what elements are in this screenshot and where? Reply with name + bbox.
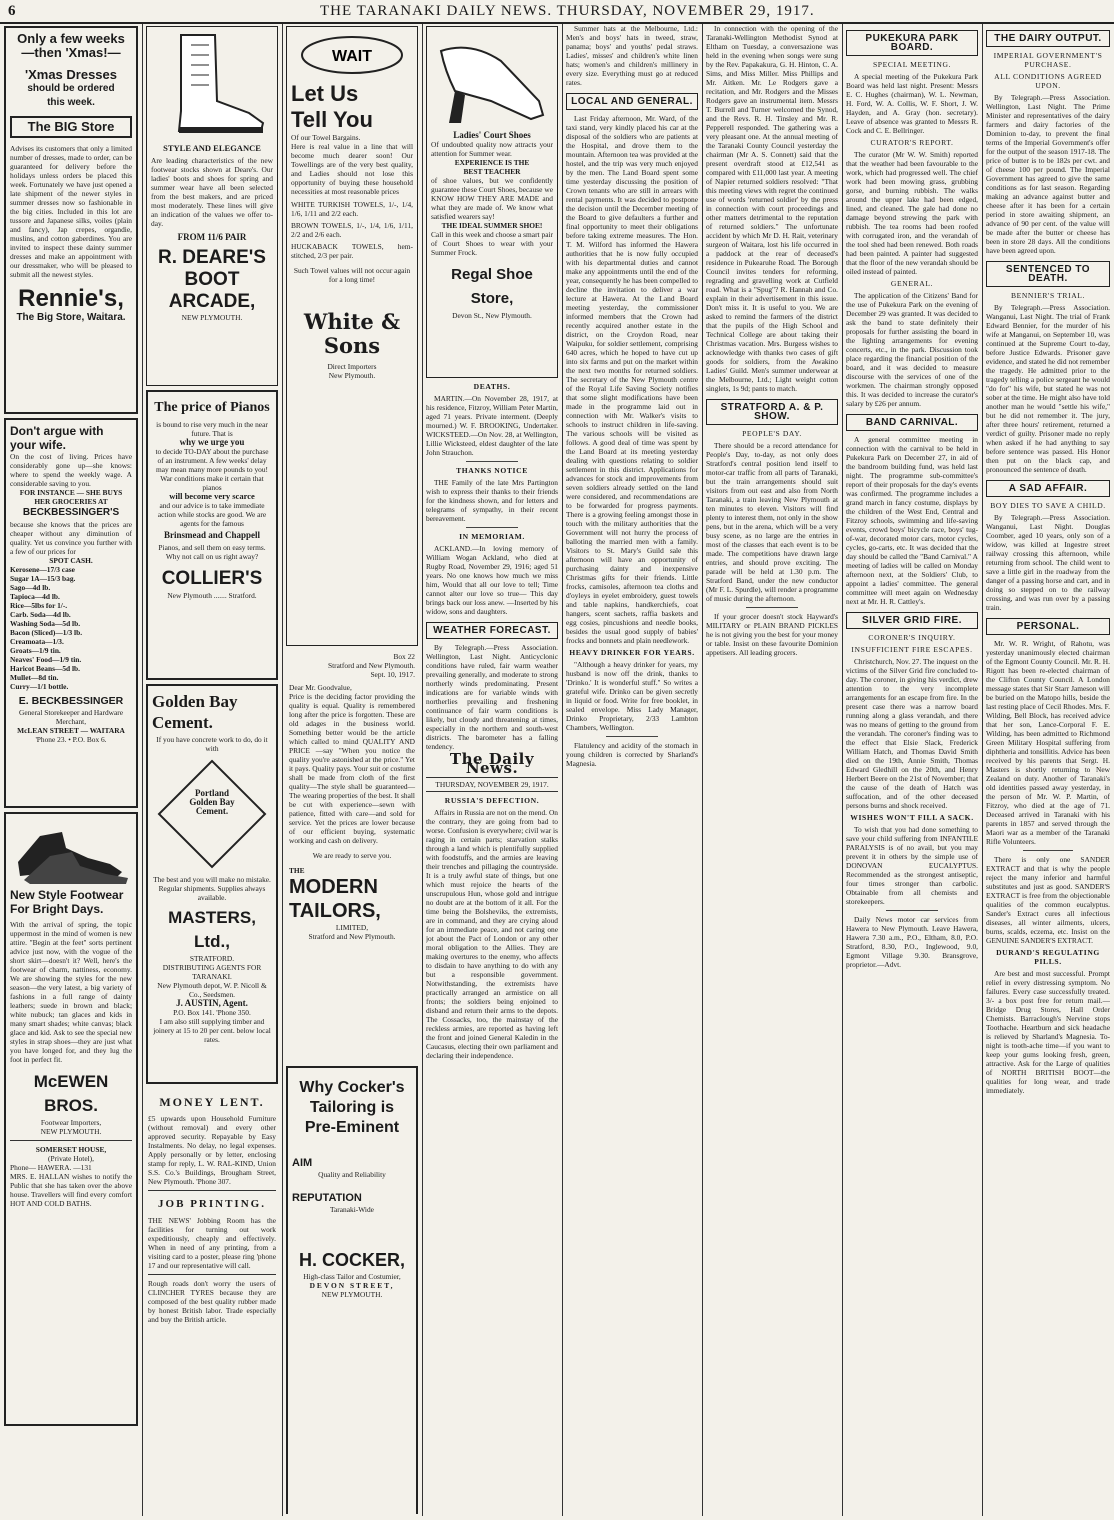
price-list-item: Mullet—8d tin. — [10, 673, 59, 682]
ad-headline: this week. — [47, 97, 95, 108]
sentenced-heading: SENTENCED TO DEATH. — [986, 261, 1110, 287]
section-heading: IN MEMORIAM. — [459, 532, 525, 541]
price-list-item: Curry—1/1 bottle. — [10, 682, 69, 691]
article-body: There is only one SANDER EXTRACT and that is why the people reject the many inferior and harmful substitutes and just as good. SANDER'S EXTRACT is free from the objectionable qualities of the common eucalyptus. Sander's Extract cures all infectious diseases, all winter ailments, ulcers, burns, scalds, eczema, etc. Insist on the GENUINE SANDER'S EXTRACT. — [986, 855, 1110, 945]
ad-desc: LIMITED, — [335, 923, 369, 932]
article-body: To wish that you had done something to save your child suffering from INFANTILE PARALYSIS is of no avail, but you may prevent it in others by the simple use of DONOVAN EUCALYPTUS. Recommended as the strongest antiseptic, four times stronger than carbolic. Obtainable from all chemists and storekeepers. — [846, 825, 978, 906]
park-board-heading: PUKEKURA PARK BOARD. — [846, 30, 978, 56]
mcewen-advert — [4, 812, 138, 1426]
article-body: Daily News motor car services from Hawera to New Plymouth. Leave Hawera, Hawera 7.30 a.m., P.O., Eltham, 8.0, P.O. Stratford, 8.30, P.O., Inglewood, 9.0, Egmont Village 9.30. Bransgrove, proprietor.—Advt. — [846, 915, 978, 969]
article-body: THE Family of the late Mrs Partington wish to express their thanks to their friends for the kindness shown, and for letters and telegrams of sympathy, in their recent bereavement. — [426, 478, 558, 523]
ad-item: HUCKABACK TOWELS, hem-stitched, 2/3 per pair. — [291, 242, 413, 260]
section-subheading: CORONER'S INQUIRY. — [868, 633, 956, 642]
column-6 — [706, 24, 838, 1514]
ad-phone: Phone— HAWERA. —131 — [10, 1163, 92, 1172]
article-body: MARTIN.—On November 28, 1917, at his residence, Fitzroy, William Peter Martin, aged 71 years. Private interment. (Deeply mourned.) W. F. BROOKING, Undertaker. WICKSTEED.—On Nov. 28, at Wellington, Lillie Wicksteed, eldest daughter of the late John Strauchon. — [426, 394, 558, 457]
ad-brand: Regal Shoe Store, — [451, 266, 533, 307]
ad-desc: Direct Importers — [327, 362, 377, 371]
ad-phone: P.O. Box 141. 'Phone 350. — [173, 1008, 251, 1017]
ad-price: FROM 11/6 PAIR — [177, 232, 247, 242]
ad-subhead: FOR INSTANCE — SHE BUYS — [19, 488, 123, 497]
ad-brand: MASTERS, Ltd., — [168, 908, 256, 951]
ad-body: is bound to rise very much in the near future. That is — [156, 420, 268, 438]
price-list-item: Haricot Beans—5d lb. — [10, 664, 81, 673]
article-body: The curator (Mr W. W. Smith) reported that the weather had been favourable to the work, which had progressed well. The chief work had been mowing grass, grubbing gorse, and burning rubbish. The walks around the upper lake had been edged, lined, and cleaned. The gale had done no damage beyond strewing the park with rubbish. The tea rooms had been roofed with corrugated iron, and the verandah of the tool shed had been renewed. Both roads had been painted. A painter had suggested that the floor of the new verandah should be oiled instead of painted. — [846, 150, 978, 276]
price-list — [10, 565, 132, 691]
shoes-illustration-icon — [10, 818, 134, 888]
column-4 — [426, 24, 558, 1514]
ad-brand-sub: The Big Store, Waitara. — [16, 312, 126, 323]
ad-city: New Plymouth. — [328, 371, 376, 380]
ad-brand: TAILORS, — [289, 900, 381, 922]
ad-desc: Footwear Importers, — [40, 1118, 102, 1127]
dairy-heading: THE DAIRY OUTPUT. — [986, 30, 1110, 47]
section-heading: DEATHS. — [473, 382, 511, 391]
ad-subhead: REPUTATION — [292, 1192, 362, 1204]
section-subheading: SPECIAL MEETING. — [872, 60, 952, 69]
masters-advert — [146, 684, 278, 1084]
article-body: By Telegraph.—Press Association. Wellington, Last Night. Anticyclonic conditions have ruled, fair warm weather prevailing generally, and moderate to strong northerly winds predominating. Present indications are for variable winds with northerlies prevailing and freshening continuance of fair warm conditions is likely, but cloudy and threatening at times, especially in the northern and south-west districts. The barometer has a falling tendency. — [426, 643, 558, 751]
wait-sign-illustration-icon — [291, 31, 413, 81]
page-number: 6 — [8, 2, 17, 19]
weather-heading: WEATHER FORECAST. — [426, 622, 558, 639]
page-masthead — [0, 0, 1114, 24]
ad-desc: New Plymouth depot, W. P. Nicoll & Co., Seedsmen. — [157, 981, 267, 999]
ad-headline: should be ordered — [27, 83, 115, 94]
ad-brand: Rennie's, — [18, 285, 124, 312]
price-list-item: Neaves' Food—1/9 tin. — [10, 655, 82, 664]
ad-city: New Plymouth ....... Stratford. — [167, 591, 257, 600]
ad-city: NEW PLYMOUTH. — [181, 313, 243, 322]
ad-body: Price is the deciding factor providing the quality is equal. Quality is remembered long after the price is forgotten. These are old adages in the business world. Something better would be the article which called to mind QUALITY AND PRICE —say "When you notice the quality you're astonished at the price." Yet it pays. Quality pays. Your suit or costume shall be made from cloth of the first quality—The style shall be guaranteed—The wearing properties of the best. It shall be cut with experience—sewn with patience, fitted with care—and sold for service. Yet the prices are lower because of our efficient buying, systematic working and cash on delivery. — [289, 692, 415, 845]
ad-body: to decide TO-DAY about the purchase of an instrument. A few weeks' delay may mean many more pounds to you! War conditions make it certain that pianos — [155, 447, 269, 492]
ad-brand: COLLIER'S — [161, 568, 263, 589]
silver-grid-heading: SILVER GRID FIRE. — [846, 612, 978, 629]
ad-headline: Don't argue with — [10, 424, 104, 438]
ad-subhead: why we urge you — [179, 437, 245, 447]
ad-body: On the cost of living. Prices have considerably gone up—she knows: where to spend the weekly wage. A considerable saving to you. — [10, 452, 132, 488]
ad-brand: R. DEARE'S — [158, 247, 266, 268]
ad-address: DEVON STREET, — [309, 1281, 395, 1290]
ad-brand: H. COCKER, — [298, 1250, 405, 1270]
ad-subhead: HER GROCERIES AT — [34, 497, 108, 506]
ad-subhead: AIM — [292, 1157, 313, 1169]
ad-headline: MONEY LENT. — [159, 1095, 265, 1109]
article-body: A general committee meeting in connection with the carnival to be held in Pukekura Park on December 27, in aid of the bandroom building fund, was held last night. The programme sub-committee's report of their proposals for the day's events was confirmed. The programme includes a grand march in fancy costume, displays by the children of the West End, Central and Fitzroy schools, swimming and life-saving events, crowd boys' bicycle race, boys' tug-of-war, decorated motor cars, motor cycles, cycles, go-carts, etc. It was decided that the day should be called the "Band Carnival." A meeting of ladies will be called on Monday afternoon next, at the Soldiers' Club, to appoint a ladies' committee. The general committee will meet again on Wednesday next at Mr. H. R. Cattley's. — [846, 435, 978, 606]
section-heading: WISHES WON'T FILL A SACK. — [850, 813, 974, 822]
price-list-item: Rice—5lbs for 1/-. — [10, 601, 68, 610]
section-subheading: ALL CONDITIONS AGREED UPON. — [994, 72, 1102, 90]
letter-date: Sept. 10, 1917. — [370, 670, 415, 679]
section-subheading: BENNIER'S TRIAL. — [1010, 291, 1086, 300]
masthead-title: THE TARANAKI DAILY NEWS. THURSDAY, NOVEMBER 29, 1917. — [320, 2, 815, 19]
ad-subhead: BEST TEACHER — [463, 167, 521, 176]
ad-subhead: (Private Hotel), — [48, 1154, 94, 1163]
column-7 — [846, 24, 978, 1514]
price-list-item: Bacon (Sliced)—1/3 lb. — [10, 628, 83, 637]
ad-brand: MODERN — [289, 876, 378, 898]
ad-desc: DISTRIBUTING AGENTS FOR TARANAKI. — [162, 963, 262, 981]
section-heading: DURAND'S REGULATING PILLS. — [996, 948, 1100, 966]
ad-phone: 'Phone 23. • P.O. Box 6. — [35, 735, 107, 744]
article-body: Last Friday afternoon, Mr. Ward, of the taxi stand, very kindly placed his car at the disposal of the soldiers who are patients at the Hospital, and drove them to the mountain. Afternoon tea was provided at the hostel, and the trip was very much enjoyed by the men. The Land Board spent some time yesterday discussing the position of Crown tenants who are still in arrears with rental payments. It was decided to postpone the decision until the December meeting of the Board to give defaulters a further and final opportunity to meet their obligations before taking extreme measures. The Hon. T. M. Wilford has informed the Hawera authorities that he is now fully occupied with his departmental duties and cannot make any appointments until the end of the year, consequently he has been compelled to decline the invitation to deliver a war lecture at Hawera. At the Land Board meeting yesterday, the commissioner informed members that the Crown had recently acquired another estate in the district, on the Croydon Road, near Waipuku, for soldier settlement, comprising 640 acres, which he hoped to have cut up into six farms and put on the market within the next two months for returned soldiers. The secretary of the New Plymouth centre of the Royal Life Saving Society notifies that some slight modifications have been made in the programme laid out in connection with Mr. Walker's visits to schools to instruct children in life-saving. The various schools will be visited as follows. A good deal of time was spent by the Land Board at its meeting yesterday dealing with questions relating to soldier settlement in this district. Applications for advances for stock and improvements from seven soldiers already settled on the land were considered, and recommendations are to be forwarded for progress payments. There is a growing feeling amongst those in touch with the military authorities that the Government will not hurry the process of balloting the married men with a family. Visitors to St. Mary's Guild sale this afternoon will have an opportunity of purchasing dainty and inexpensive Christmas gifts for their friends. Little frocks, camisoles, afternoon tea cloths and d'oyleys in eyelet embroidery, guest towels and table napkins, handkerchiefs, coat hangers, scent sachets, raffia baskets and egg cosies, pincushions and needle books, besides the usual good supply of babies' frocks and bonnets and plain needlework. — [566, 114, 698, 645]
ad-brand: BOOT — [184, 269, 240, 290]
price-list-item: Kerosene—17/3 case — [10, 565, 75, 574]
ad-body: Of undoubted quality now attracts your attention for Summer wear. — [431, 140, 553, 158]
ad-city: NEW PLYMOUTH. — [40, 1127, 102, 1136]
ad-headline: Ladies' Court Shoes — [453, 130, 531, 140]
ad-body: because she knows that the prices are cheaper without any diminution of quality. Yet us convince you further with a few of our prices for — [10, 520, 132, 556]
article-body: There should be a record attendance for People's Day, to-day, as not only does Stratford's central position lend itself to motor-car traffic from all parts of Taranaki, but the train arrangements should suit visitors from out east and also from North Taranaki, a train leaving New Plymouth at ten minutes to eleven. Visitors will find plenty to interest them, not only in the show pens, but in the arena, which will be a very busy scene, as no large are the entries in most of the classes that each event is to be made. The competitions have drawn large entries, and should prove exciting. The parade will be held at 1.30 p.m. The Stratford Band, under the new conductor (Mr F. L. Spurdle), will render a programme of music during the afternoon. — [706, 441, 838, 603]
price-list-item: Groats—1/9 tin. — [10, 646, 61, 655]
article-body: By Telegraph.—Press Association. Wanganui, Last Night. Douglas Coomber, aged 10 years, only son of a widow, was killed at Ingestre street railway crossing this afternoon, while returning from school. The child went to save a little girl in the roadway from the danger of a passing horse and cart, and in doing so stepped on to the railway crossing, and was run over by a passing train. — [986, 513, 1110, 612]
article-body: Summer hats at the Melbourne, Ltd.: Men's and boys' hats in tweed, straw, panama; boys' and youths' pedal straws. Ladies', misses' and children's white linen hats; women's and children's millinery in every size. Everything must go at reduced rates. — [566, 24, 698, 87]
article-body: A special meeting of the Pukekura Park Board was held last night. Present: Messrs E. C. Hughes (chairman), W. L. Newman, H. Ford, W. A. Collis, W. F. Short, J. W. Hayden, and A. Gray (hon. secretary). Leave of absence was granted to Messrs R. Cock and C. E. Bellringer. — [846, 72, 978, 135]
ad-subhead: Brinsmead and Chappell — [163, 530, 261, 540]
ad-headline: SOMERSET HOUSE, — [35, 1145, 107, 1154]
ad-headline: For Bright Days. — [10, 902, 104, 916]
column-3 — [286, 24, 418, 1514]
ad-item: WHITE TURKISH TOWELS, 1/-, 1/4, 1/6, 1/11 and 2/2 each. — [291, 200, 413, 218]
band-carnival-heading: BAND CARNIVAL. — [846, 414, 978, 431]
big-store-logo: The BIG Store — [10, 116, 132, 138]
ad-body: If you have concrete work to do, do it with — [156, 735, 268, 753]
cocker-advert — [286, 1066, 418, 1514]
svg-text:WAIT: WAIT — [332, 48, 372, 65]
price-list-item: Washing Soda—5d lb. — [10, 619, 81, 628]
section-subheading: INSUFFICIENT FIRE ESCAPES. — [851, 645, 973, 654]
local-general-heading: LOCAL AND GENERAL. — [566, 93, 698, 110]
ad-headline: Golden Bay — [152, 692, 238, 711]
ad-headline: New Style Footwear — [10, 888, 124, 902]
ad-address: Devon St., New Plymouth. — [452, 311, 532, 320]
ad-body: Taranaki-Wide — [330, 1205, 374, 1214]
price-list-item: Creamoata—1/3. — [10, 637, 64, 646]
ad-headline: STYLE AND ELEGANCE — [163, 143, 261, 153]
article-body: ACKLAND.—In loving memory of William Wogan Ackland, who died at Rugby Road, November 29, 1916; aged 51 years. No one knows how much we miss him, Would that all our love to tell; Time cannot alter our love so true— This day brings back our loss anew. —Inserted by his widow, sons and daughters. — [426, 544, 558, 616]
ad-headline: The price of Pianos — [154, 400, 270, 415]
column-2 — [146, 24, 278, 1514]
modern-tailors-advert — [286, 650, 418, 1064]
ad-city: STRATFORD. — [189, 954, 235, 963]
ad-headline: your wife. — [10, 438, 67, 452]
ad-headline: Tell You — [291, 107, 373, 132]
ad-headline: Pre-Eminent — [304, 1119, 400, 1136]
ad-item: BROWN TOWELS, 1/-, 1/4, 1/6, 1/11, 2/2 and 2/6 each. — [291, 221, 413, 239]
ad-body: Rough roads don't worry the users of CLINCHER TYRES because they are composed of the best quality rubber made by honest British labor. Trade especially and buy the British article. — [148, 1279, 276, 1324]
cement-diamond-logo: Portland Golden Bay Cement. — [157, 759, 267, 869]
ad-body: £5 upwards upon Household Furniture (without removal) and every other approved security. Repayable by Easy Instalments. No delay, no legal expenses. Apply personally or by letter, enclosing stamp for reply, L. W. RAL-KIND, Union S.S. Co.'s Buildings, Brougham Street, New Plymouth. 'Phone 307. — [148, 1114, 276, 1186]
ad-desc: General Storekeeper and Hardware Merchant, — [18, 708, 124, 726]
colliers-advert — [146, 390, 278, 680]
ad-headline: Tailoring is — [309, 1099, 395, 1116]
ad-agent: J. AUSTIN, Agent. — [176, 998, 248, 1008]
price-list-item: Sago—4d lb. — [10, 583, 51, 592]
ad-brand: White & Sons — [303, 309, 401, 358]
column-8 — [986, 24, 1110, 1514]
ad-headline: Let Us — [291, 81, 359, 106]
article-body: In connection with the opening of the Taranaki-Wellington Methodist Synod at Eltham on Tuesday, a conversazione was held in the evening when songs were sung by the Rev. Papakakura, G. H. Hinton, C. A. Sims, and Miss Miller. Miss Phillips and Mr. Aitken. Mr. Le Rodgers gave a recitation, and Mr. Rodgers and the Misses Rodgers gave an instrumental item. Messrs T. Burrell and Turner welcomed the Synod, and the Revs. R. H. Tinsley and Mr. R. Pepperell responded. The gathering was a very pleasant one. At the annual meeting of the Taranaki County Council yesterday the chairman (Mr A. S. Connett) said that the present overdraft stood at £12,541 as compared with £11,000 last year. A meeting of Napier returned soldiers resolved: "That this meeting views with regret the continued use of words 'returned soldier' by the press in connection with court proceedings and other matters detrimental to the reputation of returned soldiers." The unfortunate accident by which Mr D. H. Rait, veterinary surgeon of Waitara, lost his life occurred in a paddock at the rear of deceased's residence in Pukearuhe Road. The Borough Council invites tenders for reforming, regrading and gravelling work at Cutfield road. What is a "Spug"? R. Hannah and Co. explain in their advertisement in this issue. Don't miss it. It is useful to you. We are asked to remind the farmers of the district that the pupils of the High School and Technical College are about taking their Christmas vacation. Mrs. Burgess wishes to acknowledge with thanks two cases of gift goods for soldiers, from the Awakino Ladies' Guild. Men's summer underwear at the Melbourne, Ltd.; Light weight cotton singlets, 1s 9d; pants to match. — [706, 24, 838, 393]
ad-body: Here is real value in a line that will become much dearer soon! Our Towellings are of the very best quality, and Ladies should not lose this opportunity of buying these household necessities at most reasonable prices — [291, 142, 413, 196]
deares-advert — [146, 26, 278, 386]
ad-body: Advises its customers that only a limited number of dresses, made to order, can be guaranteed for delivery before the holidays unless orders be placed this week. Fortunately we have just opened a late shipment of the newer styles in summer dresses now so fashionable in the big cities. Included in this lot are tussore and Japanese silks, voiles (plain and fancy), Jap crepes, organdie, muslins, and cotton gaberdines. You are invited to inspect these dainty summer dresses and make an appointment with our dressmaker, who will be pleased to submit all the newest styles. — [10, 144, 132, 279]
letter-box: Box 22 — [393, 652, 415, 661]
article-body: If your grocer doesn't stock Hayward's MILITARY or PLAIN BRAND PICKLES he is not giving you the best for your money or table. Insist on these favourite Dominion appetisers. All leading grocers. — [706, 612, 838, 657]
ad-city: NEW PLYMOUTH. — [321, 1290, 383, 1299]
ad-body: and our advice is to take immediate action while stocks are good. We are agents for the famous — [157, 501, 267, 528]
editorial-masthead: The Daily News. — [449, 750, 535, 777]
ad-body: THE NEWS' Jobbing Room has the facilities for turning out work expeditiously, cheaply and effectively. When in need of any printing, from a visiting card to a poster, please ring 'phone 17 and our representative will call. — [148, 1216, 276, 1270]
ad-body: With the arrival of spring, the topic uppermost in the mind of women is new attire. "Begin at the feet" sorts pertinent advice just now, with the vogue of the short skirt—doesn't it? Well, here's the footwear of charm, nattiness, economy. We are showing the styles for the new season—the very latest, a big variety of fashions in a full range of dainty leathers; suede in brown and black; white nubuck; tan glaces and kids in many smart shades; white canvas; black glace and kid. Ask to see the special new styles in strap shoes—they are just what you have longed for, and they lug the foot in perfect fit. — [10, 920, 132, 1064]
section-subheading: CURATOR'S REPORT. — [870, 138, 954, 147]
ad-subhead: EXPERIENCE IS THE — [454, 158, 530, 167]
article-body: The application of the Citizens' Band for the use of Pukekura Park on the evening of December 29 was granted. It was decided to ask the band to state definitely their proposals for further assisting the board in the lighting arrangements for evening concerts, etc., in the park. Discussion took place regarding the financial position of the board, and it was decided to measure discourse with the services of one of the workmen. The chairman strongly opposed this. It was decided to increase the curator's salary by £26 per annum. — [846, 291, 978, 408]
white-sons-advert — [286, 26, 418, 646]
letter-salutation: Dear Mr. Goodvalue, — [289, 683, 352, 692]
article-body: Mr. W. R. Wright, of Rahotu, was yesterday unanimously elected chairman of the Egmont County Council. Mr. R. H. Rigott has been re-elected chairman of the Clifton County Council. A London message states that Sir Starr Jameson will be buried on the Matopo hills, beside the last resting place of Cecil Rhodes. Mrs. F. Wilding, Bell Block, has received advice that her son, Lance-Corporal F. E. Wilding, has been admitted to Richmond Green Military Hospital suffering from diphtheria and tonsillitis. Advice has been received by his parents that Sergt. H. Masters is shortly returning to New Zealand on duty. Another of Taranaki's old identities passed away yesterday, in the person of Mr. W. P. Martin, of Fitzroy, who died at the age of 71. Deceased arrived in Taranaki with his parents in 1857 and served through the Maori war as a member of the Taranaki Rifle Volunteers. — [986, 639, 1110, 846]
rennies-advert — [4, 26, 138, 414]
ad-headline: —then 'Xmas!— — [21, 45, 121, 60]
court-shoe-illustration-icon — [431, 31, 553, 131]
column-1 — [4, 24, 138, 1514]
ad-brand: THE — [289, 866, 305, 875]
boot-illustration-icon — [151, 31, 273, 141]
ad-subhead: Of our Towel Bargains. — [291, 133, 361, 142]
section-subheading: GENERAL. — [890, 279, 934, 288]
ad-body: I am also still supplying timber and joinery at 15 to 20 per cent. below local rates. — [153, 1017, 271, 1044]
article-body: By Telegraph.—Press Association. Wanganui, Last Night. The trial of Frank Edward Bennier, for the murder of his wife at Manganui, on September 10, was continued at the Supreme Court to-day, before Justice Edwards. Prisoner gave evidence, and stated he did not remember the tragedy. He admitted prior to the tragedy telling a police sergeant he would "do for" his wife, but stated he was not sober at the time. He might also have told another man he would "settle his wife," but he did not remember it. The jury, after three hours' retirement, returned a verdict of guilty. Prisoner made no reply when asked if he had anything to say before sentence was passed. His Honor then put on the black cap, and pronounced the sentence of death. — [986, 303, 1110, 474]
ad-body: We are ready to serve you. — [312, 851, 392, 860]
ad-body: Quality and Reliability — [318, 1170, 386, 1179]
ad-address: McLEAN STREET — WAITARA — [17, 726, 125, 735]
ad-body: Such Towel values will not occur again for a long time! — [293, 266, 411, 284]
ad-brand: BECKBESSINGER'S — [22, 507, 120, 518]
article-body: Christchurch, Nov. 27. The inquest on the victims of the Silver Grid fire concluded to-day. The coroner, in giving his verdict, drew attention to the very incomplete arrangements for an escape from fire. In the present case there was a narrow board running along a glass verandah, and there was no means of getting to the ground from the verandah. The coroner's finding was to the effect that Elsie Slack, Frederick William Hatch, and Thomas David Smith died on the 19th, Annie Smith, Thomas Edward Gledhill on the 20th, and Henry Herbert Beere on the 21st of November; that the cause of the death of Hatch was suffocation, and of the other deceased persons burns and shock received. — [846, 657, 978, 810]
ad-brand: E. BECKBESSINGER — [18, 695, 124, 707]
article-body: Are best and most successful. Prompt relief in every distressing symptom. No failures. Every case successfully treated. 3/- a box post free for return mail.—Bridge Drug Stores, Hall Order Chemists. Barraclough's Nervine stops Toothache. Heartburn and sick headache is relieved by Sharland's Magnesia. To-night is tooth-ache time—if you want to keep your gums looking fresh, green, attractive. Ask for the Large of qualities of NORTH BRITISH BOOT—the qualities for long wear, and trade immediately. — [986, 969, 1110, 1095]
editorial-heading: RUSSIA'S DEFECTION. — [444, 796, 540, 805]
price-list-item: Carb. Soda—4d lb. — [10, 610, 71, 619]
money-lent-advert — [146, 1088, 278, 1326]
sad-affair-heading: A SAD AFFAIR. — [986, 480, 1110, 497]
price-list-item: Tapioca—4d lb. — [10, 592, 60, 601]
column-5 — [566, 24, 698, 1514]
ad-headline: JOB PRINTING. — [158, 1198, 266, 1210]
ad-brand: McEWEN BROS. — [33, 1072, 109, 1115]
ad-subhead: SPOT CASH. — [49, 556, 93, 565]
editorial-date: THURSDAY, NOVEMBER 29, 1917. — [426, 777, 558, 792]
ad-body: Pianos, and sell them on easy terms. Why not call on us right away? — [158, 543, 266, 561]
price-list-item: Sugar 1A—15/3 bag. — [10, 574, 76, 583]
article-body: Flatulency and acidity of the stomach in young children is corrected by Sharland's Magnesia. — [566, 741, 698, 768]
ad-desc: High-class Tailor and Costumier, — [303, 1272, 401, 1281]
article-body: "Although a heavy drinker for years, my husband is now off the drink, thanks to 'Drinko.' It is wonderful stuff." So writes a grateful wife. Drinko can be given secretly in liquid or food. Write for free booklet, in sealed envelope. Miss Lady Manager, Drinko Proprietary, 2/33 Lambton Chambers, Wellington. — [566, 660, 698, 732]
ad-headline: Why Cocker's — [299, 1079, 405, 1096]
ad-city: Stratford and New Plymouth. — [308, 932, 396, 941]
ad-body: Are leading characteristics of the new footwear stocks shown at Deare's. Our ladies' boots and shoes for spring and summer wear have all been selected from the best makers, and are priced most moderately. These lines will give an indication of the values we offer to-day. — [151, 156, 273, 228]
ad-subhead: will become very scarce — [169, 491, 255, 501]
section-subheading: IMPERIAL GOVERNMENT'S PURCHASE. — [993, 51, 1103, 69]
ad-body: MRS. E. HALLAN wishes to notify the Public that she has taken over the above house. Travellers will find every comfort HOT AND COLD BATHS. — [10, 1172, 132, 1208]
section-subheading: BOY DIES TO SAVE A CHILD. — [990, 501, 1106, 510]
beckbessinger-advert — [4, 418, 138, 808]
ad-body: The best and you will make no mistake. Regular shipments. Supplies always available. — [153, 875, 271, 902]
ad-headline: Only a few weeks — [17, 31, 125, 46]
section-subheading: PEOPLE'S DAY. — [742, 429, 802, 438]
regal-shoe-advert — [426, 26, 558, 378]
ad-headline: 'Xmas Dresses — [25, 67, 117, 82]
section-heading: THANKS NOTICE — [456, 466, 528, 475]
article-body: Affairs in Russia are not on the mend. On the contrary, they are going from bad to worse. Confusion is everywhere; civil war is raging in certain parts; starvation stalks through a land which is plentifully supplied with foodstuffs, and the armies are leaving their trenches and pillaging the countryside. It is a truly awful state of things, but one which must rejoice the hearts of the unscrupulous Hun, whose gold and intrigue no doubt are at the bottom of it all. For the time being the Bolsheviks, the extremists, are in command, and they are crying aloud for an immediate peace, and not caring one jot about the Pact of London or any other moral obligation to the Allies. They are making overtures to the enemy, who affects to disdain to have anything to do with any but a responsible government. Notwithstanding, the extremists have practically arranged an armistice on all fronts; the soldiers being enjoined to disband and return their arms to the depots. The Cossacks, too, the mainstay of the reckless armies, are reported as having left the front and joined General Kaledin in the Caucasus, electing their own parliament and declaring their independence. — [426, 808, 558, 1060]
ad-body: Call in this week and choose a smart pair of Court Shoes to wear with your Summer Frock. — [431, 230, 553, 257]
ad-brand: ARCADE, — [168, 291, 256, 312]
section-heading: HEAVY DRINKER FOR YEARS. — [569, 648, 695, 657]
letter-city: Stratford and New Plymouth. — [327, 661, 415, 670]
ad-subhead: THE IDEAL SUMMER SHOE! — [441, 221, 543, 230]
personal-heading: PERSONAL. — [986, 618, 1110, 635]
show-heading: STRATFORD A. & P. SHOW. — [706, 399, 838, 425]
ad-body: of shoe values, but we confidently guarantee these Court Shoes, because we KNOW HOW THEY ARE MADE and what they are made of. We know what satisfied wearers say! — [431, 176, 553, 221]
ad-headline: Cement. — [152, 713, 213, 732]
article-body: By Telegraph.—Press Association. Wellington, Last Night. The Prime Minister and representatives of the dairy farmers and dairy factories of the Dominion to-day, to prevent the final terms of the Imperial Government's offer for the output of the season 1917-18. The price of butter is to be 182s per cwt. and of cheese 100 per pound. The Imperial Government has agreed to give the same conditions as for last season. Regarding making an advance against butter and cheese after it has been for a certain period in store awaiting shipment, an advance of 90 per cent. of the value will be made after the butter or cheese has been in store 28 days. All the conditions have been agreed upon. — [986, 93, 1110, 255]
